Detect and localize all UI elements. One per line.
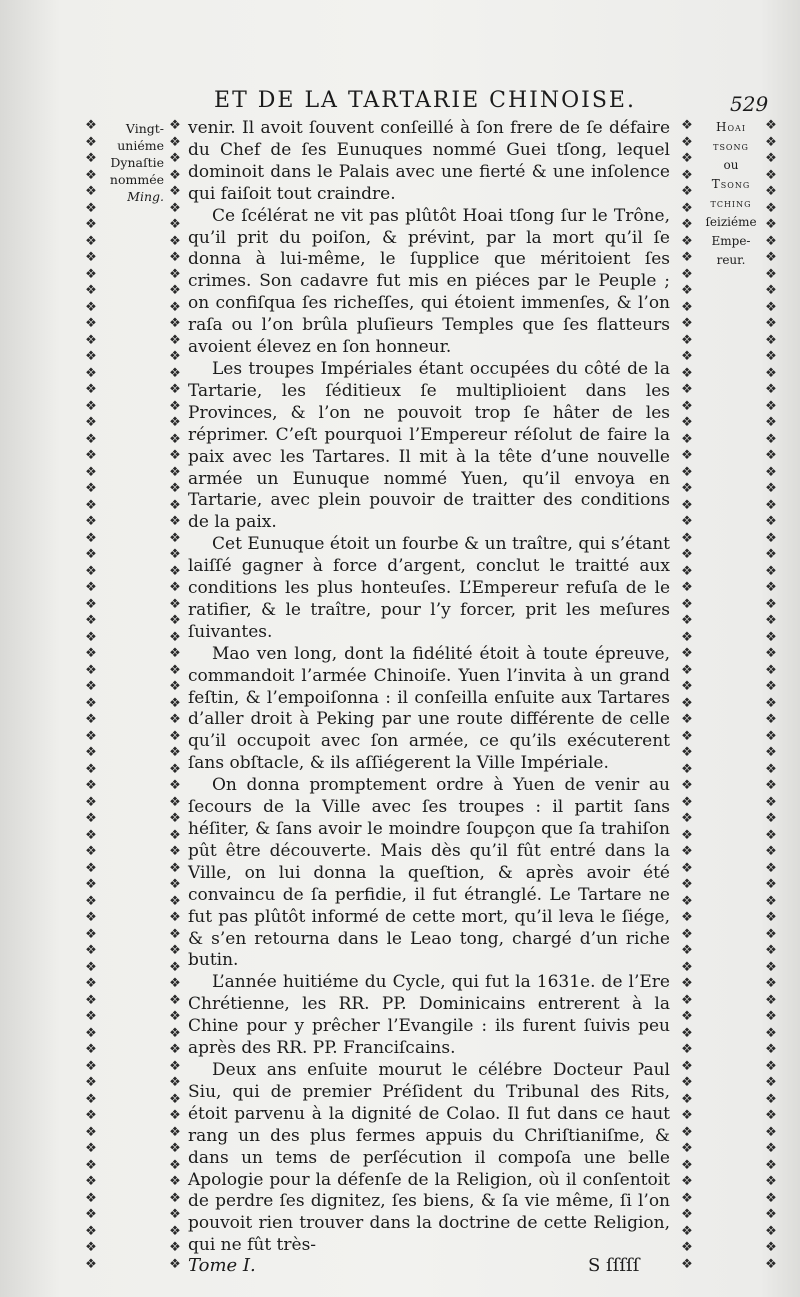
margin-note-right [700,118,762,270]
running-title: ET DE LA TARTARIE CHINOISE. [214,88,636,113]
margin-note-right-line: Empe- [711,234,751,248]
paragraph: Mao ven long, dont la fidélité étoit à toute épreuve, commandoit l’armée Chinoiſe. Yuen l’invita à un grand feſtin, & l’empoiſonna : il conſeilla enſuite aux Tartares d’aller droit à Peking par une route différente de celle qu’il occupoit avec ſon armée, ce qu’ils exécuterent ſans obſtacle, & ils aſſiégerent la Ville Impériale. [188,643,670,774]
paragraph: venir. Il avoit ſouvent conſeillé à ſon frere de ſe défaire du Chef de ſes Eunuques nommé Guei tſong, lequel dominoit dans le Palais avec une fierté & une inſolence qui faiſoit tout craindre. [188,118,670,204]
margin-note-left-line: Vingt- [125,121,164,136]
paragraph: On donna promptement ordre à Yuen de venir au ſecours de la Ville avec ſes troupes : il partit ſans héſiter, & ſans avoir le moindre ſoupçon que ſa trahiſon pût être découverte. Mais dès qu’il fût entré dans la Ville, on lui donna la queſtion, & après avoir été convaincu de ſa perfidie, il fut étranglé. Le Tartare ne fut pas plûtôt informé de cette mort, qu’il leva le ſiége, & s’en retourna dans le Leao tong, chargé d’un riche butin. [188,775,670,971]
ornament-border-middle: ❖❖❖❖❖❖❖❖❖❖❖❖❖❖❖❖❖❖❖❖❖❖❖❖❖❖❖❖❖❖❖❖❖❖❖❖❖❖❖❖❖❖❖❖❖❖❖❖❖❖❖❖❖❖❖❖❖❖❖❖❖❖❖❖❖❖❖❖❖❖ [169,118,181,1272]
main-text [188,118,670,1257]
paragraph: Cet Eunuque étoit un fourbe & un traître, qui s’étant laiſſé gagner à force d’argent, conclut le traitté aux conditions les plus honteuſes. L’Empereur refuſa de le ratifier, & le traître, pour l’y forcer, prit les meſures ſuivantes. [188,534,670,642]
margin-note-left-line: Ming. [127,189,164,204]
margin-note-left-line: nommée [109,172,164,187]
margin-note-left-line: Dynaſtie [110,155,164,170]
margin-note-left-line: uniéme [117,138,164,153]
page-number: 529 [730,92,769,116]
ornament-border-left: ❖❖❖❖❖❖❖❖❖❖❖❖❖❖❖❖❖❖❖❖❖❖❖❖❖❖❖❖❖❖❖❖❖❖❖❖❖❖❖❖❖❖❖❖❖❖❖❖❖❖❖❖❖❖❖❖❖❖❖❖❖❖❖❖❖❖❖❖❖❖ [85,118,97,1272]
ornament-border-right: ❖❖❖❖❖❖❖❖❖❖❖❖❖❖❖❖❖❖❖❖❖❖❖❖❖❖❖❖❖❖❖❖❖❖❖❖❖❖❖❖❖❖❖❖❖❖❖❖❖❖❖❖❖❖❖❖❖❖❖❖❖❖❖❖❖❖❖❖❖❖ [765,118,777,1272]
margin-note-right-line: Hoai [716,120,746,134]
paragraph: Deux ans enſuite mourut le célébre Docteur Paul Siu, qui de premier Préſident du Tribunal des Rits, étoit parvenu à la dignité de Colao. Il fut dans ce haut rang un des plus fermes appuis du Chriſtianiſme, & dans un tems de perſécution il compoſa une belle Apologie pour la défenſe de la Religion, où il conſentoit de perdre ſes dignitez, ſes biens, & ſa vie même, ſi l’on pouvoit rien trouver dans la doctrine de cette Religion, qui ne fût très- [188,1059,670,1256]
ornament-border-right-inner: ❖❖❖❖❖❖❖❖❖❖❖❖❖❖❖❖❖❖❖❖❖❖❖❖❖❖❖❖❖❖❖❖❖❖❖❖❖❖❖❖❖❖❖❖❖❖❖❖❖❖❖❖❖❖❖❖❖❖❖❖❖❖❖❖❖❖❖❖❖❖ [681,118,693,1272]
paragraph: L’année huitiéme du Cycle, qui fut la 1631e. de l’Ere Chrétienne, les RR. PP. Dominicains entrerent à la Chine pour y prêcher l’Evangile : ils furent ſuivis peu après des RR. PP. Franciſcains. [188,972,670,1059]
signature-mark: S ſſſſſ [588,1255,640,1276]
paragraph: Ce ſcélérat ne vit pas plûtôt Hoai tſong ſur le Trône, qu’il prit du poiſon, & prévint, par la mort qu’il ſe donna à lui-même, le ſupplice que méritoient ſes crimes. Son cadavre fut mis en piéces par le Peuple ; on confiſqua ſes richeſſes, qui étoient immenſes, & l’on raſa ou l’on brûla pluſieurs Temples que ſes flatteurs avoient élevez en ſon honneur. [188,205,670,358]
margin-note-left [104,120,164,205]
margin-note-right-line: tsong [713,139,749,153]
margin-note-right-line: reur. [716,253,746,267]
paragraph: Les troupes Impériales étant occupées du côté de la Tartarie, les ſéditieux ſe multiplioient dans les Provinces, & l’on ne pouvoit trop ſe hâter de les réprimer. C’eſt pourquoi l’Empereur réſolut de faire la paix avec les Tartares. Il mit à la tête d’une nouvelle armée un Eunuque nommé Yuen, qu’il envoya en Tartarie, avec plein pouvoir de traitter des conditions de la paix. [188,358,670,533]
margin-note-right-line: Tsong [711,177,751,191]
volume-label: Tome I. [188,1255,256,1276]
margin-note-right-line: ou [723,158,739,172]
margin-note-right-line: ſeiziéme [705,215,757,229]
margin-note-right-line: tching [710,196,752,210]
